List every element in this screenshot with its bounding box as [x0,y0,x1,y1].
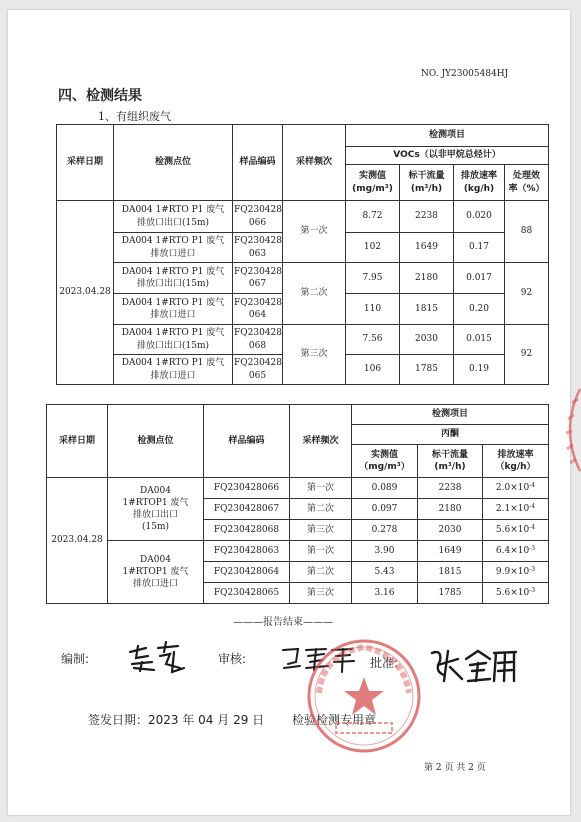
header-flow: 标干流量 (m³/h) [418,445,483,478]
table-row [47,478,549,499]
rate-cell: $6.4\times 10^{-3}$ [483,541,549,562]
rate-cell: 0.015 [454,325,505,355]
conc-cell: 7.95 [346,263,400,294]
conc-cell: 0.097 [352,499,418,520]
code-cell: FQ230428065 [204,583,290,604]
point-cell: DA004 1#RTO P1 废气 排放口出口(15m) [114,325,233,355]
sub-title: 1、有组织废气 [98,110,171,123]
header-rate: 排放速率 (kg/h) [454,165,505,201]
frequency-cell: 第二次 [290,499,352,520]
rate-cell: 0.17 [454,233,505,263]
header-point: 检测点位 [108,405,204,478]
header-acetone: 丙酮 [352,425,549,445]
point-cell: DA004 1#RTO P1 废气 排放口出口(15m) [114,263,233,294]
header-flow: 标干流量 (m³/h) [400,165,454,201]
flow-cell: 1815 [400,294,454,325]
flow-cell: 1785 [400,355,454,385]
rate-cell: $5.6\times 10^{-4}$ [483,520,549,541]
flow-cell: 2030 [400,325,454,355]
table-row [57,325,549,355]
conc-cell: 8.72 [346,201,400,233]
header-code: 样品编码 [204,405,290,478]
flow-cell: 2180 [418,499,483,520]
page-number: 第 2 页 共 2 页 [424,763,486,773]
code-cell: FQ230428067 [204,499,290,520]
conc-cell: 106 [346,355,400,385]
vocs-results-table [56,124,549,385]
conc-cell: 110 [346,294,400,325]
point-outlet-cell: DA004 1#RTOP1 废气 排放口出口 (15m) [108,478,204,541]
point-inlet-cell: DA004 1#RTOP1 废气 排放口进口 [108,541,204,604]
rate-cell: 0.19 [454,355,505,385]
rate-cell: $2.1\times 10^{-4}$ [483,499,549,520]
sampling-date: 2023.04.28 [47,478,108,604]
code-cell: FQ230428 065 [233,355,283,385]
conc-cell: 3.90 [352,541,418,562]
acetone-results-table [46,404,549,604]
code-cell: FQ230428 064 [233,294,283,325]
code-cell: FQ230428063 [204,541,290,562]
frequency-cell: 第二次 [290,562,352,583]
official-seal-icon [303,635,425,757]
rate-cell: 0.020 [454,201,505,233]
issue-date: 签发日期：2023 年 04 月 29 日 [88,713,265,727]
seam-stamp-icon [558,385,581,475]
efficiency-cell: 88 [505,201,549,263]
code-cell: FQ230428066 [204,478,290,499]
frequency-cell: 第一次 [290,541,352,562]
code-cell: FQ230428 068 [233,325,283,355]
flow-cell: 1649 [400,233,454,263]
table-row [57,263,549,294]
efficiency-cell: 92 [505,263,549,325]
section-title: 四、检测结果 [58,88,142,104]
flow-cell: 1785 [418,583,483,604]
rate-cell: $5.6\times 10^{-3}$ [483,583,549,604]
header-items: 检测项目 [352,405,549,425]
conc-cell: 102 [346,233,400,263]
seal-label: 检验检测专用章 [292,713,377,727]
rate-cell: 0.20 [454,294,505,325]
approver-signature [428,645,520,687]
header-efficiency: 处理效 率（%） [505,165,549,201]
flow-cell: 2030 [418,520,483,541]
frequency-cell: 第三次 [290,520,352,541]
rate-cell: 0.017 [454,263,505,294]
point-cell: DA004 1#RTO P1 废气 排放口进口 [114,294,233,325]
header-concentration: 实测值 (mg/m³) [346,165,400,201]
reviewer-label: 审核: [218,652,247,666]
flow-cell: 1649 [418,541,483,562]
frequency-cell: 第三次 [290,583,352,604]
rate-cell: $2.0\times 10^{-4}$ [483,478,549,499]
code-cell: FQ230428068 [204,520,290,541]
code-cell: FQ230428 063 [233,233,283,263]
sampling-date: 2023.04.28 [57,201,114,385]
conc-cell: 5.43 [352,562,418,583]
frequency-cell: 第三次 [283,325,346,385]
flow-cell: 2238 [418,478,483,499]
flow-cell: 1815 [418,562,483,583]
point-cell: DA004 1#RTO P1 废气 排放口出口(15m) [114,201,233,233]
frequency-cell: 第一次 [283,201,346,263]
flow-cell: 2238 [400,201,454,233]
rate-cell: $9.9\times 10^{-3}$ [483,562,549,583]
code-cell: FQ230428 067 [233,263,283,294]
header-frequency: 采样频次 [290,405,352,478]
table-row [57,201,549,233]
header-date: 采样日期 [57,125,114,201]
flow-cell: 2180 [400,263,454,294]
conc-cell: 3.16 [352,583,418,604]
conc-cell: 7.56 [346,325,400,355]
header-items: 检测项目 [346,125,549,147]
editor-signature [126,638,188,676]
header-rate: 排放速率 （kg/h） [483,445,549,478]
header-concentration: 实测值 （mg/m³） [352,445,418,478]
report-number: NO. JY23005484HJ [421,69,509,79]
editor-label: 编制: [61,652,90,666]
report-end-text: ———报告结束——— [233,617,333,628]
approver-label: 批准: [370,656,399,670]
frequency-cell: 第一次 [290,478,352,499]
frequency-cell: 第二次 [283,263,346,325]
header-code: 样品编码 [233,125,283,201]
point-cell: DA004 1#RTO P1 废气 排放口进口 [114,355,233,385]
efficiency-cell: 92 [505,325,549,385]
header-frequency: 采样频次 [283,125,346,201]
point-cell: DA004 1#RTO P1 废气 排放口进口 [114,233,233,263]
conc-cell: 0.089 [352,478,418,499]
conc-cell: 0.278 [352,520,418,541]
header-date: 采样日期 [47,405,108,478]
code-cell: FQ230428 066 [233,201,283,233]
table-row [47,541,549,562]
header-point: 检测点位 [114,125,233,201]
header-vocs: VOCs（以非甲烷总烃计） [346,147,549,165]
code-cell: FQ230428064 [204,562,290,583]
